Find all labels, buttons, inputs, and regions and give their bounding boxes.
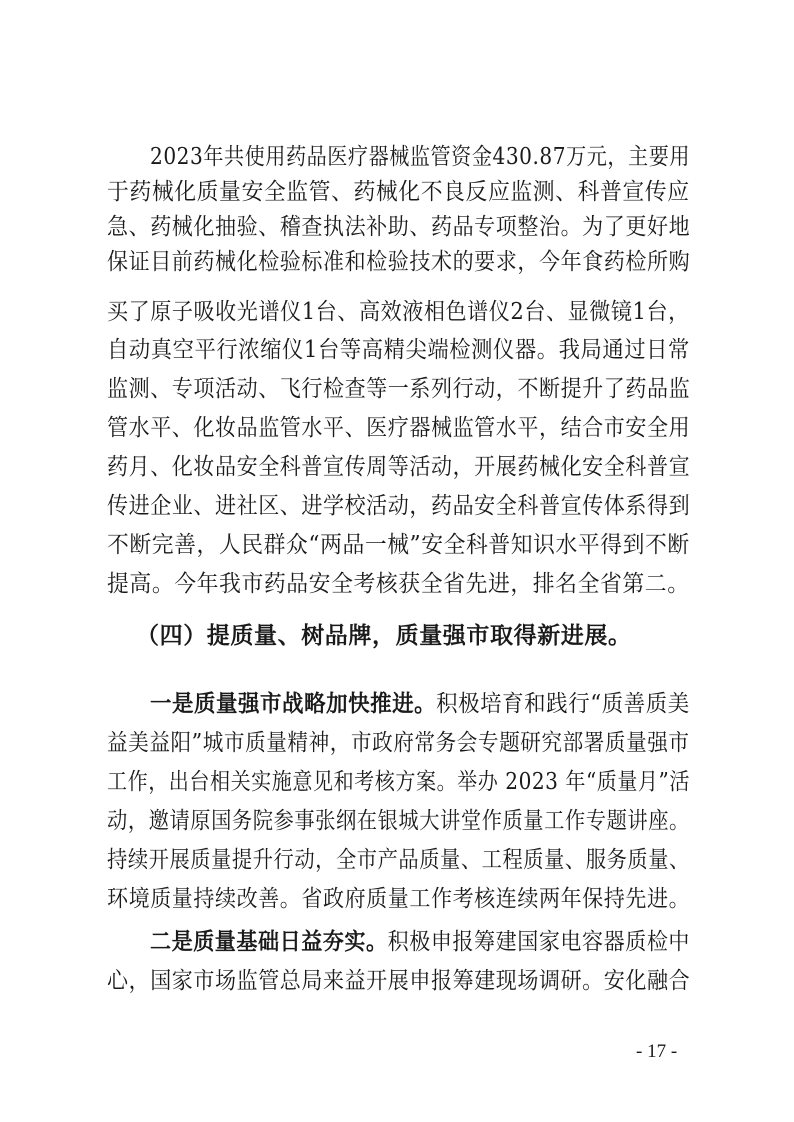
- p1-line-9: 药月、化妆品安全科普宣传周等活动，开展药械化安全科普宣: [107, 454, 691, 480]
- p3-line-1-rest: 积极申报筹建国家电容器质检中: [387, 929, 691, 955]
- p1-line-10: 传进企业、进社区、进学校活动，药品安全科普宣传体系得到: [107, 493, 691, 519]
- p1-line-5: 买了原子吸收光谱仪1台、高效液相色谱仪2台、显微镜1台，: [107, 299, 690, 325]
- p2-line-4: 动，邀请原国务院参事张纲在银城大讲堂作质量工作专题讲座。: [107, 808, 690, 834]
- p3-lead: 二是质量基础日益夯实。: [150, 928, 388, 955]
- p1-line-11: 不断完善，人民群众“两品一械”安全科普知识水平得到不断: [107, 532, 690, 558]
- p1-line-2: 于药械化质量安全监管、药械化不良反应监测、科普宣传应: [107, 179, 690, 205]
- p2-line-5: 持续开展质量提升行动，全市产品质量、工程质量、服务质量、: [107, 847, 690, 873]
- p1-line-1: 2023年共使用药品医疗器械监管资金430.87万元，主要用: [150, 144, 691, 170]
- page-number: - 17 -: [636, 1041, 678, 1062]
- p1-line-12: 提高。今年我市药品安全考核获全省先进，排名全省第二。: [107, 571, 690, 597]
- p2-line-1-rest: 积极培育和践行“质善质美: [436, 691, 690, 717]
- p3-line-1: [150, 927, 690, 957]
- p3-line-2: 心，国家市场监管总局来益开展申报筹建现场调研。安化融合: [107, 968, 691, 994]
- p1-line-4: 保证目前药械化检验标准和检验技术的要求，今年食药检所购: [107, 249, 691, 275]
- p2-line-2: 益美益阳”城市质量精神，市政府常务会专题研究部署质量强市: [107, 730, 690, 756]
- p1-line-3: 急、药械化抽验、稽查执法补助、药品专项整治。为了更好地: [107, 214, 691, 240]
- p2-line-6: 环境质量持续改善。省政府质量工作考核连续两年保持先进。: [107, 886, 691, 912]
- p1-line-6: 自动真空平行浓缩仪1台等高精尖端检测仪器。我局通过日常: [107, 337, 690, 363]
- p1-line-7: 监测、专项活动、飞行检查等一系列行动，不断提升了药品监: [107, 376, 691, 402]
- section-heading: （四）提质量、树品牌，质量强市取得新进展。: [136, 622, 632, 649]
- p2-line-3: 工作，出台相关实施意见和考核方案。举办 2023 年“质量月”活: [107, 769, 690, 795]
- p2-lead: 一是质量强市战略加快推进。: [150, 690, 437, 717]
- p2-line-1: [150, 689, 690, 719]
- p1-line-8: 管水平、化妆品监管水平、医疗器械监管水平，结合市安全用: [107, 415, 691, 441]
